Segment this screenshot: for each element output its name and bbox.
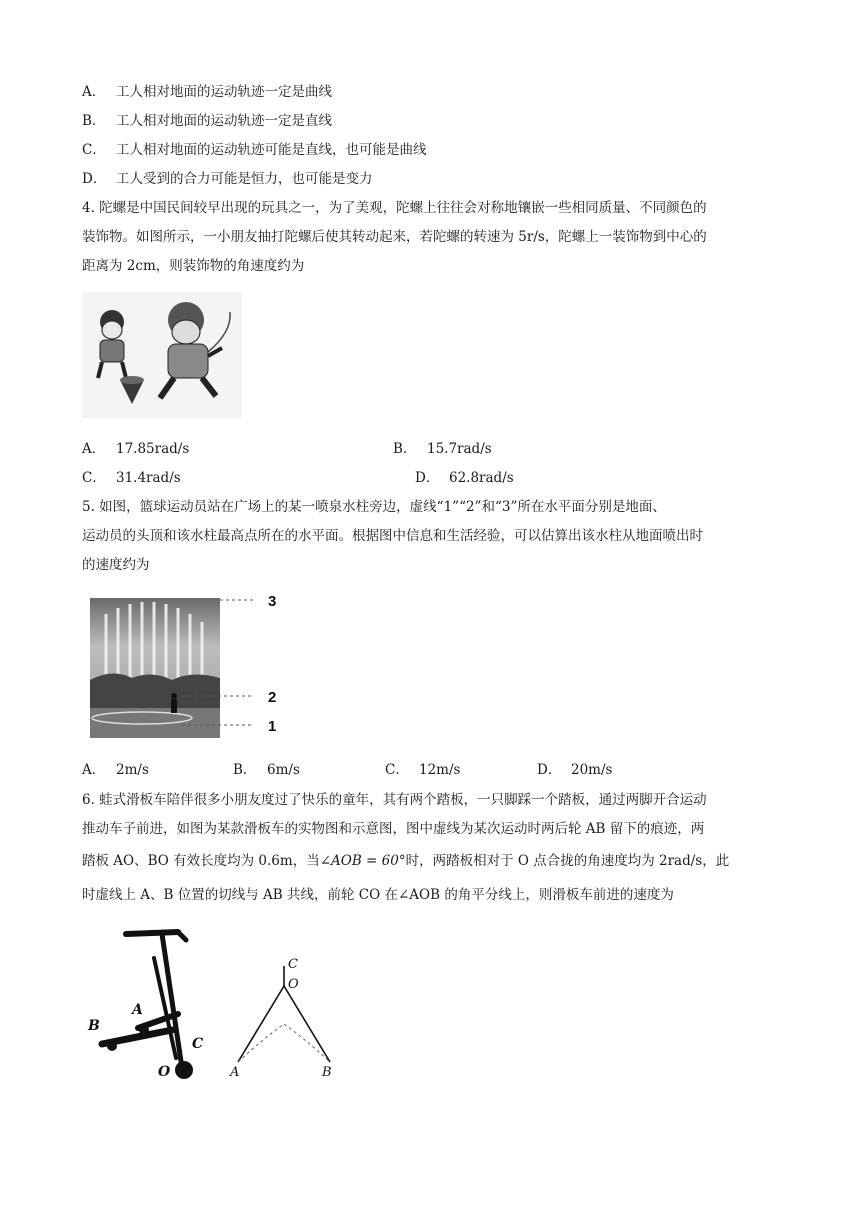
diagram-label-c: C [288,957,298,972]
q6-stem-line-3 [82,851,729,871]
option-text: 62.8rad/s [449,470,514,486]
diagram-label-a: A [230,1065,240,1080]
q4-stem-line-2: 装饰物。如图所示，一小朋友抽打陀螺后使其转动起来，若陀螺的转速为 5r/s，陀螺上一装饰物到中心的 [82,229,707,245]
option-text: 17.85rad/s [116,441,190,457]
q3-option-a [82,82,332,102]
q5-stem-line-3: 的速度约为 [82,557,150,573]
option-letter: D． [537,762,562,778]
scooter-photo-and-diagram [82,918,354,1090]
top-spinning-illustration [82,292,242,418]
q3-option-d [82,169,373,189]
fig-label-3: 3 [268,593,277,610]
option-text: 工人相对地面的运动轨迹一定是曲线 [116,84,332,100]
q6-stem-line-4: 时虚线上 A、B 位置的切线与 AB 共线，前轮 CO 在∠AOB 的角平分线上，则滑板车前进的速度为 [82,887,674,903]
option-letter: B． [233,762,257,778]
photo-label-b: B [88,1018,100,1034]
q6-stem-line-3-part-2: 时，两踏板相对于 O 点合拢的角速度均为 2rad/s，此 [405,853,730,869]
q5-stem-line-2: 运动员的头顶和该水柱最高点所在的水平面。根据图中信息和生活经验，可以估算出该水柱从地面喷出时 [82,528,703,544]
q4-stem-line-1: 4. 陀螺是中国民间较早出现的玩具之一，为了美观，陀螺上往往会对称地镶嵌一些相同质量、不同颜色的 [82,200,707,216]
photo-label-a: A [132,1002,143,1018]
q4-option-d [415,468,514,488]
q6-stem-line-1: 6. 蛙式滑板车陪伴很多小朋友度过了快乐的童年，其有两个踏板，一只脚踩一个踏板，通过两脚开合运动 [82,792,707,808]
diagram-label-o: O [288,977,299,992]
q6-stem-line-3-part-1: 踏板 AO、BO 有效长度均为 0.6m，当 [82,853,320,869]
q4-stem-line-3: 距离为 2cm，则装饰物的角速度约为 [82,258,305,274]
option-text: 2m/s [116,762,149,778]
q4-option-c [82,468,181,488]
photo-label-c: C [192,1036,204,1052]
option-text: 15.7rad/s [427,441,492,457]
option-text: 工人受到的合力可能是恒力，也可能是变力 [116,171,373,187]
option-letter: D． [82,171,107,187]
option-text: 6m/s [267,762,300,778]
fig-label-2: 2 [268,689,277,706]
q5-option-b [233,760,300,780]
q6-stem-line-2: 推动车子前进，如图为某款滑板车的实物图和示意图，图中虚线为某次运动时两后轮 AB 留下的痕迹，两 [82,821,705,837]
q5-stem-line-1: 5. 如图，篮球运动员站在广场上的某一喷泉水柱旁边，虚线“1”“2”和“3”所在水平面分别是地面、 [82,499,666,515]
q5-figure-fountain [82,590,292,750]
option-text: 工人相对地面的运动轨迹可能是直线，也可能是曲线 [116,142,427,158]
q6-figure-scooter [82,918,354,1090]
q4-option-a [82,439,189,459]
q5-option-a [82,760,149,780]
option-letter: A． [82,762,106,778]
option-letter: B． [82,113,106,129]
option-letter: C． [385,762,409,778]
photo-label-o: O [158,1064,171,1080]
diagram-label-b: B [322,1065,332,1080]
option-text: 20m/s [571,762,613,778]
option-letter: B． [393,441,417,457]
q3-option-b [82,111,332,131]
fig-label-1: 1 [268,718,277,735]
fountain-photo [82,590,292,750]
option-text: 31.4rad/s [116,470,181,486]
option-letter: A． [82,84,106,100]
q3-option-c [82,140,427,160]
option-letter: D． [415,470,440,486]
angle-expression: ∠AOB = 60° [319,853,406,869]
option-text: 12m/s [419,762,461,778]
option-letter: C． [82,470,106,486]
q5-option-c [385,760,460,780]
option-text: 工人相对地面的运动轨迹一定是直线 [116,113,332,129]
q4-option-b [393,439,492,459]
q4-figure-top-illustration [82,292,242,418]
option-letter: C． [82,142,106,158]
q5-option-d [537,760,612,780]
option-letter: A． [82,441,106,457]
